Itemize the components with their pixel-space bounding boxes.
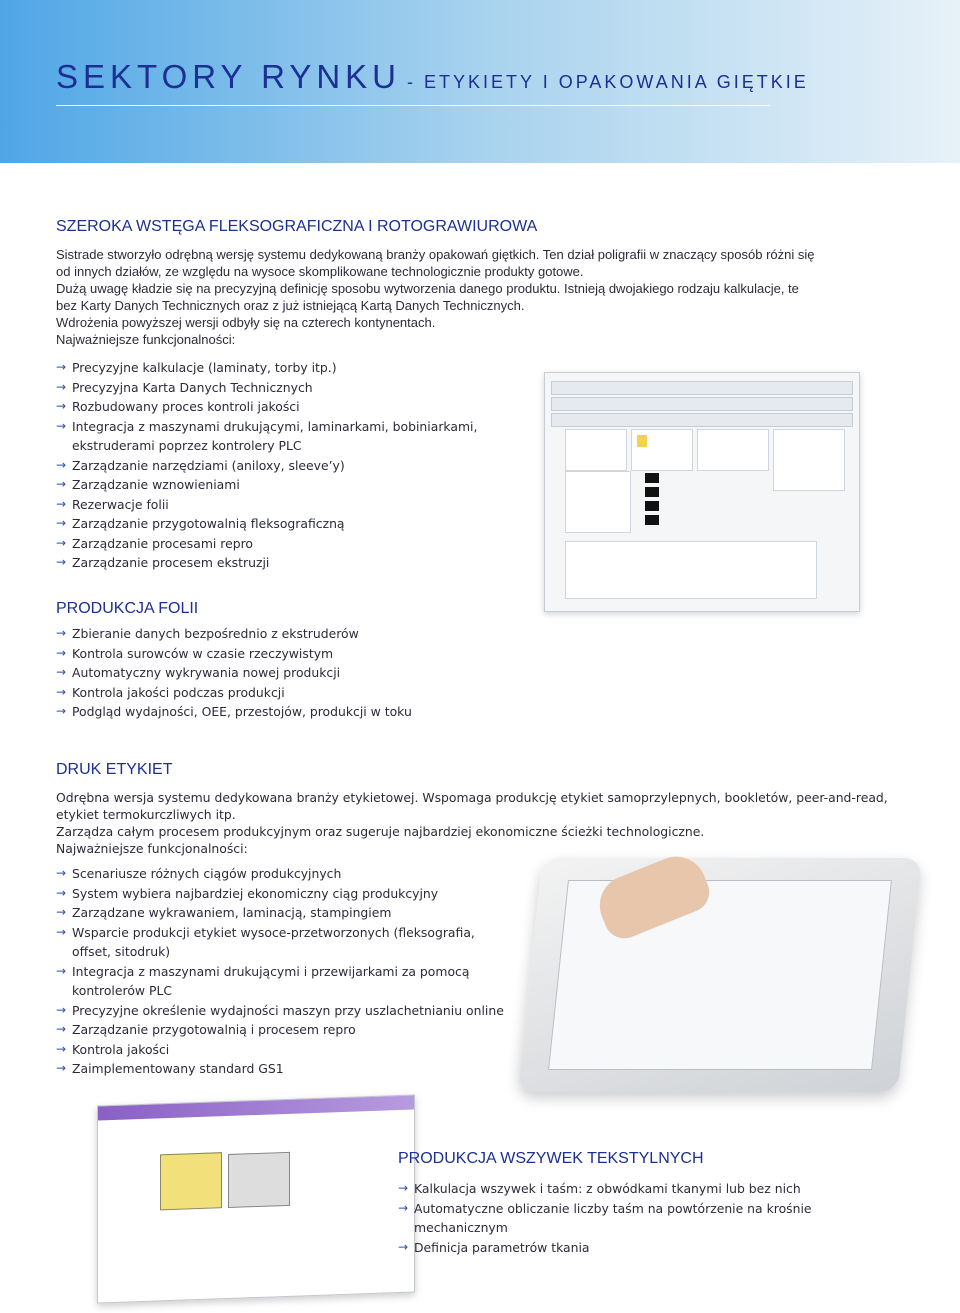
table-cell — [645, 487, 659, 497]
list-item: → Definicja parametrów tkania — [398, 1238, 812, 1258]
list-item: → Kontrola jakości podczas produkcji — [56, 683, 412, 703]
paragraph-line: Wdrożenia powyższej wersji odbyły się na czterech kontynentach. — [56, 315, 436, 330]
arrow-right-icon: → — [56, 535, 67, 550]
list-item: → Wsparcie produkcji etykiet wysoce-przetworzonych (fleksografia, — [56, 923, 504, 943]
paragraph-line: Odrębna wersja systemu dedykowana branży etykietowej. Wspomaga produkcję etykiet samoprzylepnych, bookletów, peer-and-read, — [56, 790, 888, 805]
panel — [773, 429, 845, 491]
list-item: → Scenariusze różnych ciągów produkcyjnych — [56, 864, 504, 884]
arrow-right-icon: → — [56, 866, 67, 880]
list-item-continuation: mechanicznym — [414, 1220, 508, 1235]
arrow-right-icon: → — [56, 665, 67, 679]
arrow-right-icon: → — [56, 885, 67, 900]
arrow-right-icon: → — [56, 418, 67, 433]
list-item: → Podgląd wydajności, OEE, przestojów, produkcji w toku — [56, 702, 412, 722]
arrow-right-icon: → — [56, 477, 67, 491]
header-divider — [56, 105, 770, 106]
page-header-band — [0, 0, 960, 163]
yellow-grid-panel — [160, 1152, 222, 1210]
panel — [565, 541, 817, 599]
arrow-right-icon: → — [56, 1022, 67, 1036]
arrow-right-icon: → — [56, 963, 67, 978]
arrow-right-icon: → — [56, 516, 67, 530]
section-labels-feature-list — [56, 864, 504, 1079]
page-title-main: SEKTORY RYNKU — [56, 58, 402, 95]
list-item: → Rezerwacje folii — [56, 495, 477, 515]
list-item: → Integracja z maszynami drukującymi i przewijarkami za pomocą — [56, 962, 504, 982]
section-heading-film-production: PRODUKCJA FOLII — [56, 600, 199, 617]
software-screenshot-technical-card — [544, 372, 860, 612]
arrow-right-icon: → — [56, 905, 67, 919]
section-textile-feature-list — [398, 1179, 812, 1257]
list-item: → Precyzyjne kalkulacje (laminaty, torby itp.) — [56, 358, 477, 378]
arrow-right-icon: → — [56, 399, 67, 413]
tablet-photo — [518, 858, 923, 1092]
arrow-right-icon: → — [56, 360, 67, 374]
paragraph-line: od innych działów, ze względu na wysoce skomplikowane technologicznie produkty gotowe. — [56, 264, 584, 279]
list-item: → Zarządzane wykrawaniem, laminacją, stampingiem — [56, 903, 504, 923]
arrow-right-icon: → — [56, 457, 67, 472]
arrow-right-icon: → — [56, 496, 67, 511]
page-title — [56, 58, 809, 96]
section-flexo-paragraph — [56, 246, 916, 348]
paragraph-line: bez Karty Danych Technicznych oraz z już istniejącą Kartą Danych Technicznych. — [56, 298, 525, 313]
list-item: → Automatyczne obliczanie liczby taśm na powtórzenie na krośnie — [398, 1199, 812, 1219]
panel — [697, 429, 769, 471]
arrow-right-icon: → — [56, 555, 67, 569]
list-item-continuation: ekstruderami poprzez kontrolery PLC — [72, 438, 302, 453]
list-item: → Zarządzanie procesami repro — [56, 534, 477, 554]
section-flexo-feature-list — [56, 358, 477, 573]
table-cell — [645, 473, 659, 483]
arrow-right-icon: → — [56, 379, 67, 394]
list-item: → Zarządzanie procesem ekstruzji — [56, 553, 477, 573]
list-item: → Kalkulacja wszywek i taśm: z obwódkami tkanymi lub bez nich — [398, 1179, 812, 1199]
panel — [565, 429, 627, 471]
section-labels-paragraph — [56, 789, 916, 857]
panel — [565, 471, 631, 533]
arrow-right-icon: → — [56, 704, 67, 718]
arrow-right-icon: → — [56, 684, 67, 699]
highlight-cell — [637, 435, 647, 447]
table-cell — [645, 515, 659, 525]
list-item: → System wybiera najbardziej ekonomiczny ciąg produkcyjny — [56, 884, 504, 904]
list-item: → Zbieranie danych bezpośrednio z ekstruderów — [56, 624, 412, 644]
arrow-right-icon: → — [56, 924, 67, 939]
window-bar — [551, 413, 853, 427]
software-screenshot-textile — [97, 1094, 415, 1303]
list-item: → Zarządzanie przygotowalnią fleksograficzną — [56, 514, 477, 534]
window-titlebar — [98, 1095, 414, 1120]
list-item: → Zarządzanie przygotowalnią i procesem repro — [56, 1020, 504, 1040]
arrow-right-icon: → — [398, 1200, 409, 1215]
list-item: → Precyzyjne określenie wydajności maszyn przy uszlachetnianiu online — [56, 1001, 504, 1021]
section-heading-label-printing: DRUK ETYKIET — [56, 761, 173, 778]
paragraph-line: Dużą uwagę kładzie się na precyzyjną definicję sposobu wytworzenia danego produktu. Istnieją dwojakiego rodzaju kalkulacje, te — [56, 281, 799, 296]
list-item: → Zarządzanie wznowieniami — [56, 475, 477, 495]
section-film-feature-list — [56, 624, 412, 722]
page-subtitle: - ETYKIETY I OPAKOWANIA GIĘTKIE — [407, 72, 809, 92]
section-heading-flexo: SZEROKA WSTĘGA FLEKSOGRAFICZNA I ROTOGRAWIUROWA — [56, 218, 538, 235]
list-item-continuation: kontrolerów PLC — [72, 983, 172, 998]
window-bar — [551, 397, 853, 411]
list-item: → Zarządzanie narzędziami (aniloxy, sleeve’y) — [56, 456, 477, 476]
list-item: → Precyzyjna Karta Danych Technicznych — [56, 378, 477, 398]
list-item: → Kontrola jakości — [56, 1040, 504, 1060]
arrow-right-icon: → — [56, 1041, 67, 1056]
data-panel — [228, 1152, 290, 1208]
paragraph-line: Najważniejsze funkcjonalności: — [56, 841, 248, 856]
list-item: → Zaimplementowany standard GS1 — [56, 1059, 504, 1079]
list-item: → Automatyczny wykrywania nowej produkcji — [56, 663, 412, 683]
arrow-right-icon: → — [56, 626, 67, 640]
arrow-right-icon: → — [56, 1002, 67, 1017]
list-item: → Rozbudowany proces kontroli jakości — [56, 397, 477, 417]
list-item: → Integracja z maszynami drukującymi, laminarkami, bobiniarkami, — [56, 417, 477, 437]
list-item-continuation: offset, sitodruk) — [72, 944, 171, 959]
section-heading-textile-labels: PRODUKCJA WSZYWEK TEKSTYLNYCH — [398, 1150, 704, 1167]
paragraph-line: Zarządza całym procesem produkcyjnym oraz sugeruje najbardziej ekonomiczne ścieżki technologiczne. — [56, 824, 705, 839]
window-bar — [551, 381, 853, 395]
table-cell — [645, 501, 659, 511]
paragraph-line: Sistrade stworzyło odrębną wersję systemu dedykowaną branży opakowań giętkich. Ten dział poligrafii w znaczący sposób różni się — [56, 247, 815, 262]
paragraph-line: Najważniejsze funkcjonalności: — [56, 332, 236, 347]
arrow-right-icon: → — [56, 1061, 67, 1075]
paragraph-line: etykiet termokurczliwych itp. — [56, 807, 236, 822]
arrow-right-icon: → — [398, 1181, 409, 1195]
arrow-right-icon: → — [56, 645, 67, 660]
list-item: → Kontrola surowców w czasie rzeczywistym — [56, 644, 412, 664]
arrow-right-icon: → — [398, 1239, 409, 1254]
